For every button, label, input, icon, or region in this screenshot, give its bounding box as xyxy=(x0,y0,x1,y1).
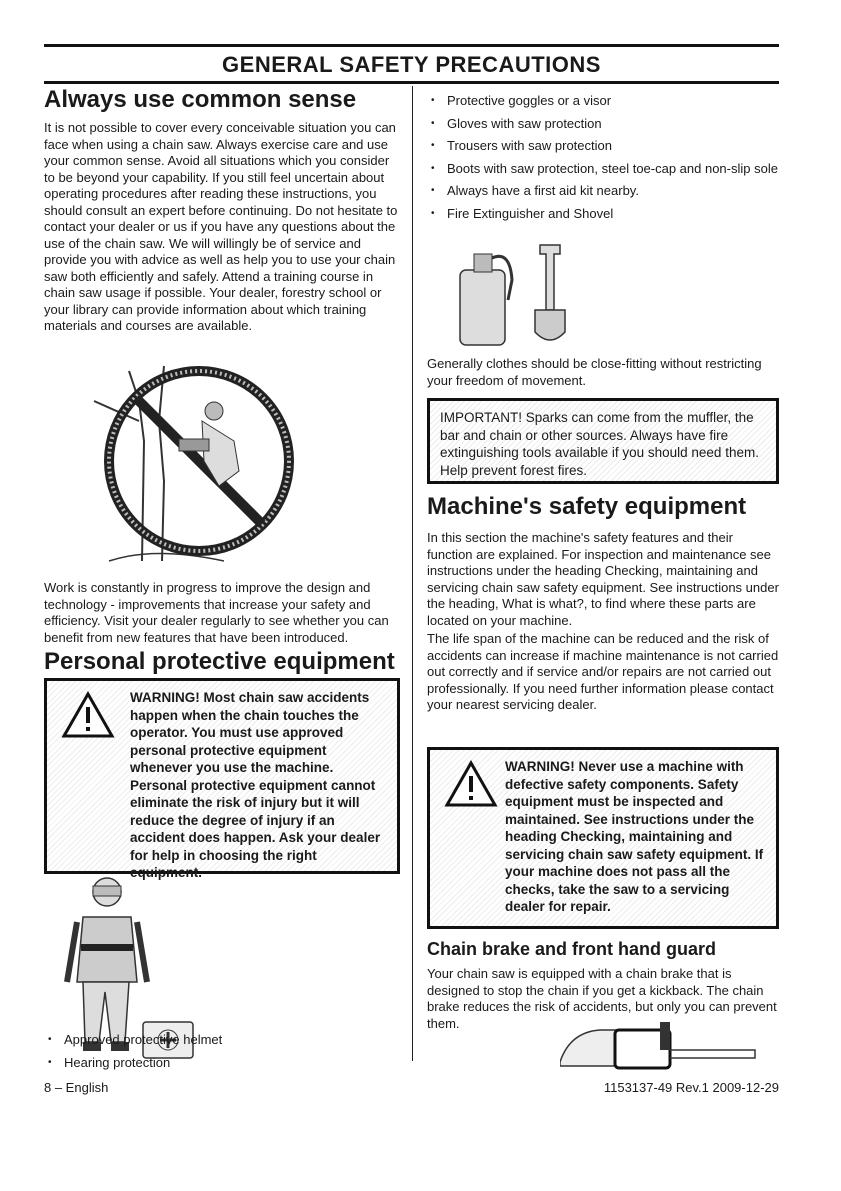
machine-safety-paragraph-2: The life span of the machine can be reduced and the risk of accidents can increase if machine maintenance is not carried out correctly and if service and/or repairs are not carried out professionally. If you need further information please contact your nearest servicing dealer. xyxy=(427,631,779,712)
list-item: • Protective goggles or a visor xyxy=(427,93,779,110)
warning-text-chain-accidents: WARNING! Most chain saw accidents happen when the chain touches the operator. You must use approved personal protective equipment whenever you use the machine. Personal protective equipment cannot eliminate the risk of injury but it will reduce the degree of injury if an accident does happen. Ask your dealer for help in choosing the right equipment. xyxy=(130,690,381,880)
warning-triangle-icon xyxy=(444,760,498,808)
warning-triangle-icon xyxy=(61,691,115,739)
section-title-machine-safety: Machine's safety equipment xyxy=(427,493,747,520)
column-divider xyxy=(412,86,413,1061)
section-title-common-sense: Always use common sense xyxy=(44,86,357,113)
list-item: • Always have a first aid kit nearby. xyxy=(427,183,779,200)
no-tree-climbing-illustration xyxy=(84,361,324,571)
list-item: • Fire Extinguisher and Shovel xyxy=(427,206,779,223)
chain-brake-paragraph: Your chain saw is equipped with a chain brake that is designed to stop the chain if you get a kickback. The chain brake reduces the risk of accidents, but only you can prevent them. xyxy=(427,966,777,1031)
important-text: IMPORTANT! Sparks can come from the muffler, the bar and chain or other sources. Always have fire extinguishing tools available if you should need them. Help prevent forest fires. xyxy=(440,410,759,478)
warning-box-defective-components xyxy=(427,747,779,929)
page-number: 8 – English xyxy=(44,1080,109,1095)
ppe-list-left xyxy=(44,1032,400,1071)
section-title-ppe: Personal protective equipment xyxy=(44,648,395,675)
warning-box-chain-accidents xyxy=(44,678,400,880)
clothes-paragraph: Generally clothes should be close-fitting without restricting your freedom of movement. xyxy=(427,356,762,388)
list-item: • Gloves with saw protection xyxy=(427,116,779,133)
list-item: • Boots with saw protection, steel toe-cap and non-slip sole xyxy=(427,161,779,178)
warning-text-defective-components: WARNING! Never use a machine with defective safety components. Safety equipment must be inspected and maintained. See instructions under the heading Checking, maintaining and servicing chain saw safety equipment. If your machine does not pass all the checks, take the saw to a servicing dealer for repair. xyxy=(505,759,764,914)
important-box-sparks xyxy=(427,398,779,484)
improvement-paragraph: Work is constantly in progress to improve the design and technology - improvements that increase your safety and efficiency. Visit your dealer regularly to see whether you can benefit from new features that have been introduced. xyxy=(44,580,389,645)
list-item: • Hearing protection xyxy=(44,1055,400,1072)
machine-safety-paragraph-1: In this section the machine's safety features and their function are explained. For inspection and maintenance see instructions under the heading Checking, maintaining and servicing chain saw safety equipment. See instructions under the heading, What is what?, to find where these parts are located on your machine. xyxy=(427,530,779,628)
header-bar xyxy=(44,44,779,84)
section-title-chain-brake: Chain brake and front hand guard xyxy=(427,939,717,959)
left-column xyxy=(44,86,400,675)
page-title: GENERAL SAFETY PRECAUTIONS xyxy=(222,52,601,77)
list-item: • Trousers with saw protection xyxy=(427,138,779,155)
list-item: • Approved protective helmet xyxy=(44,1032,400,1049)
document-reference: 1153137-49 Rev.1 2009-12-29 xyxy=(603,1080,779,1095)
extinguisher-shovel-illustration xyxy=(450,240,590,350)
ppe-list-right xyxy=(427,93,779,222)
common-sense-paragraph: It is not possible to cover every conceivable situation you can face when using a chain saw. Always exercise care and use your common sense. Avoid all situations which you consider to be beyond your capability. If you still feel uncertain about operating procedures after reading these instructions, you should consult an expert before continuing. Do not hesitate to contact your dealer or us if you have any questions about the use of the chain saw. We will willingly be of service and provide you with advice as well as help you to use your chain saw both efficiently and safely. Attend a training course in chain saw usage if possible. Your dealer, forestry school or your library can provide information about which training materials and courses are available. xyxy=(44,120,398,333)
chainsaw-hand-guard-illustration xyxy=(560,1022,760,1070)
